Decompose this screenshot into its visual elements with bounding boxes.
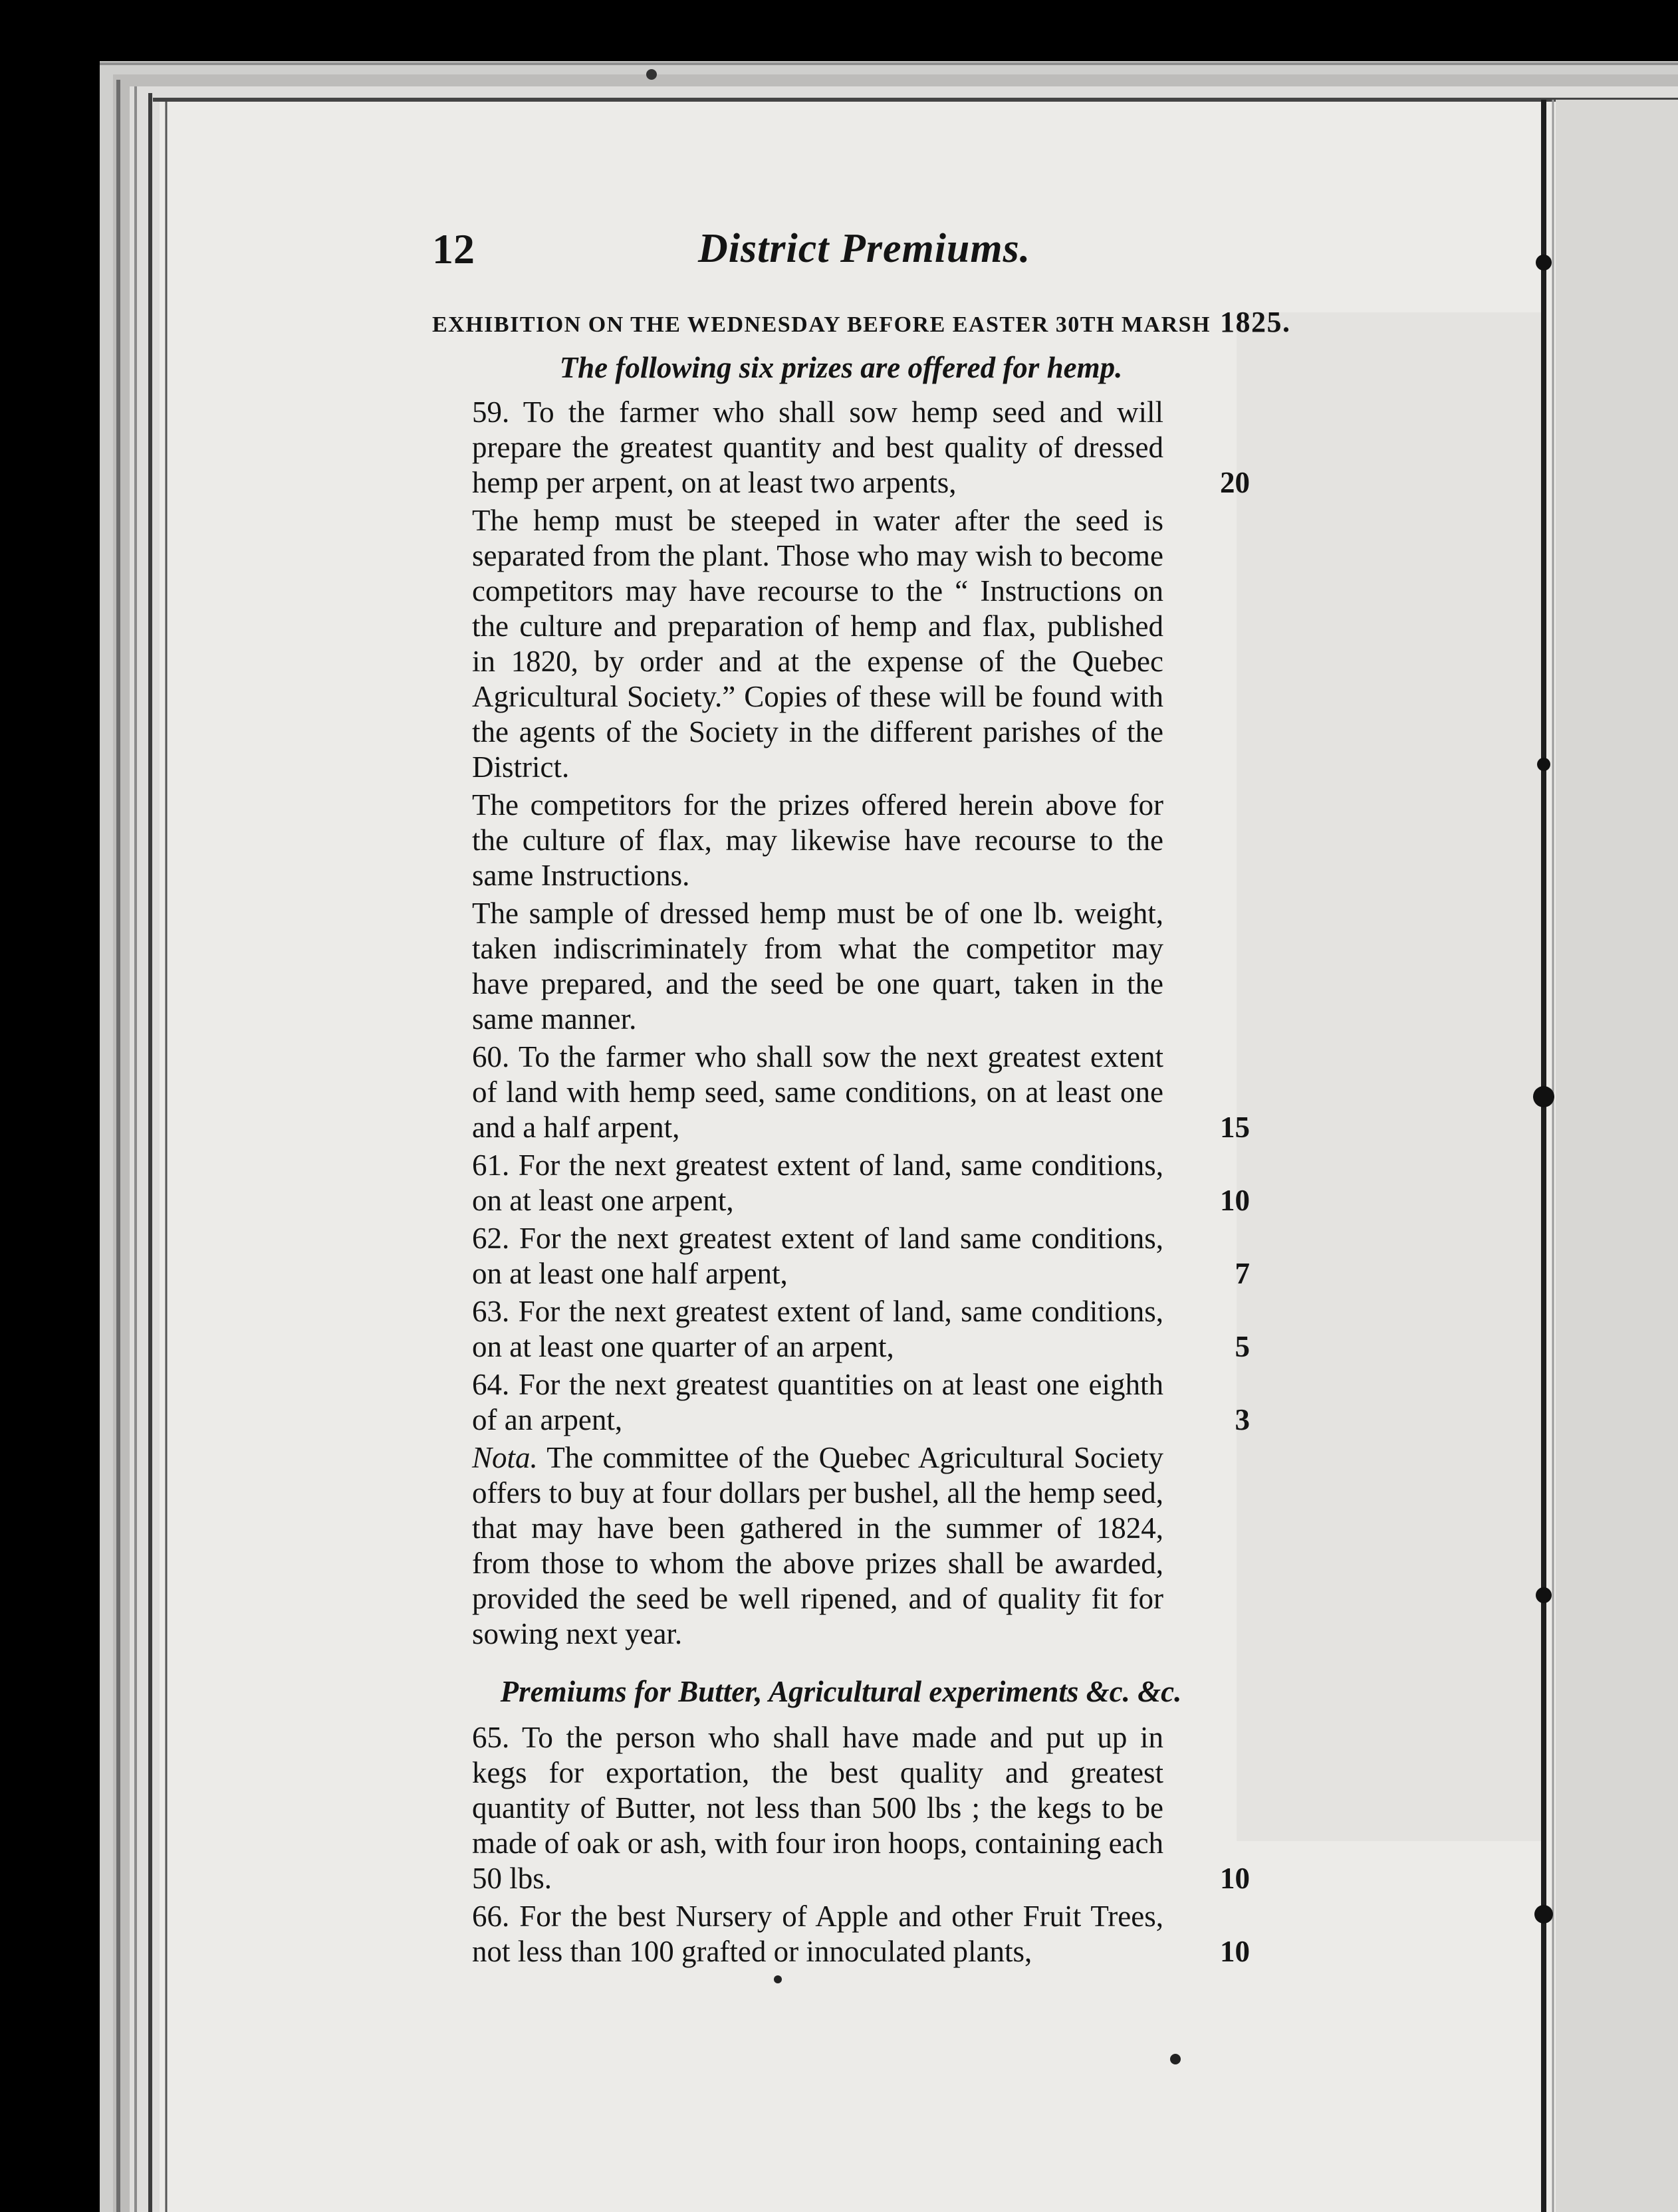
page-text [432, 213, 1291, 1972]
prize-entry-text: 59. To the farmer who shall sow hemp seed and will prepare the greatest quantity and best quality of dressed hemp per arpent, on at least two arpents, [472, 395, 1163, 499]
prize-amount: 5 [1235, 1330, 1250, 1363]
prize-amount: 15 [1220, 1111, 1250, 1144]
prize-entry-64 [432, 1367, 1250, 1438]
exhibition-heading [432, 304, 1291, 342]
butter-section-heading: Premiums for Butter, Agricultural experiments &c. &c. [500, 1675, 1182, 1708]
prize-entry-text: 64. For the next greatest quantities on at least one eighth of an arpent, [472, 1368, 1163, 1436]
prize-entry-65 [432, 1720, 1250, 1896]
prize-entry-text: 66. For the best Nursery of Apple and other Fruit Trees, not less than 100 grafted or innoculated plants, [472, 1900, 1163, 1968]
nota-paragraph [432, 1440, 1250, 1652]
exhibition-year: 1825. [1219, 306, 1291, 338]
prize-entry-61 [432, 1148, 1250, 1218]
prize-entry-text: 60. To the farmer who shall sow the next greatest extent of land with hemp seed, same conditions, on at least one and a half arpent, [472, 1040, 1163, 1144]
prize-amount: 3 [1235, 1403, 1250, 1436]
nota-text: The committee of the Quebec Agricultural Society offers to buy at four dollars per bushel, all the hemp seed, that may have been gathered in the summer of 1824, from those to whom the above prizes shall be awarded, provided the seed be well ripened, and of quality fit for sowing next year. [472, 1441, 1163, 1650]
page-number: 12 [432, 225, 475, 273]
running-head [432, 213, 1250, 292]
prize-entry-60 [432, 1040, 1250, 1145]
prize-amount: 10 [1220, 1862, 1250, 1895]
hemp-section-heading: The following six prizes are offered for hemp. [559, 351, 1123, 384]
prize-amount: 7 [1235, 1257, 1250, 1290]
prize-entry-63 [432, 1294, 1250, 1365]
nota-label: Nota. [472, 1441, 538, 1474]
prize-entry-62 [432, 1221, 1250, 1291]
prize-entry-66 [432, 1899, 1250, 1969]
prize-amount: 10 [1220, 1184, 1250, 1217]
running-title: District Premiums. [698, 226, 1031, 271]
instruction-paragraph: The hemp must be steeped in water after the seed is separated from the plant. Those who may wish to become competitors may have recourse to the “ Instructions on the culture and preparation of hemp and flax, published in 1820, by order and at the expense of the Quebec Agricultural Society.” Copies of these will be found with the agents of the Society in the different parishes of the District. [472, 504, 1163, 784]
prize-entry-text: 62. For the next greatest extent of land same conditions, on at least one half arpent, [472, 1222, 1163, 1290]
prize-entry-text: 63. For the next greatest extent of land, same conditions, on at least one quarter of an arpent, [472, 1295, 1163, 1363]
instruction-paragraph: The sample of dressed hemp must be of one lb. weight, taken indiscriminately from what the competitor may have prepared, and the seed be one quart, taken in the same manner. [472, 897, 1163, 1036]
prize-amount: 20 [1220, 466, 1250, 499]
prize-entry-text: 61. For the next greatest extent of land, same conditions, on at least one arpent, [472, 1149, 1163, 1217]
prize-entry-59 [432, 395, 1250, 500]
exhibition-text: EXHIBITION ON THE WEDNESDAY BEFORE EASTER 30TH MARSH [432, 312, 1211, 337]
prize-amount: 10 [1220, 1935, 1250, 1968]
instruction-paragraph: The competitors for the prizes offered herein above for the culture of flax, may likewise have recourse to the same Instructions. [472, 788, 1163, 892]
prize-entry-text: 65. To the person who shall have made and put up in kegs for exportation, the best quality and greatest quantity of Butter, not less than 500 lbs ; the kegs to be made of oak or ash, with four iron hoops, containing each 50 lbs. [472, 1721, 1163, 1895]
